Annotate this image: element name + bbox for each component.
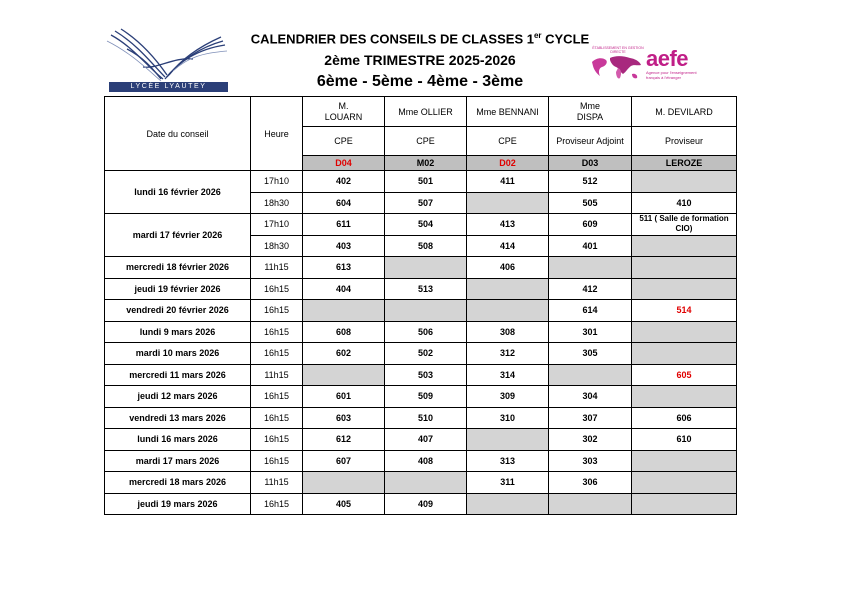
class-cell: 507	[385, 192, 467, 214]
class-cell: 414	[467, 235, 549, 257]
table-row	[105, 321, 737, 343]
class-cell: 603	[303, 407, 385, 429]
class-cell: 402	[303, 171, 385, 193]
class-cell: 605	[632, 364, 737, 386]
levels-title: 6ème - 5ème - 4ème - 3ème	[316, 73, 524, 91]
table-row	[105, 450, 737, 472]
council-date: mercredi 11 mars 2026	[105, 364, 251, 386]
table-row	[105, 278, 737, 300]
class-cell: 601	[303, 386, 385, 408]
staff-room: D04	[303, 156, 385, 171]
class-cell: 307	[549, 407, 632, 429]
staff-room: LEROZE	[632, 156, 737, 171]
empty-cell	[632, 235, 737, 257]
empty-cell	[632, 321, 737, 343]
council-date: vendredi 13 mars 2026	[105, 407, 251, 429]
class-cell: 410	[632, 192, 737, 214]
staff-role: Proviseur Adjoint	[549, 127, 632, 156]
staff-name: M. LOUARN	[303, 97, 385, 127]
table-row	[105, 429, 737, 451]
class-cell: 504	[385, 214, 467, 236]
header-row-names	[105, 97, 737, 127]
aefe-tagline: Agence pour l'enseignement français à l'étranger	[646, 70, 697, 80]
council-date: jeudi 19 mars 2026	[105, 493, 251, 515]
council-date: vendredi 20 février 2026	[105, 300, 251, 322]
class-cell: 512	[549, 171, 632, 193]
council-calendar-table	[104, 96, 737, 515]
table-row	[105, 364, 737, 386]
hour-column-header: Heure	[251, 97, 303, 171]
council-hour: 11h15	[251, 472, 303, 494]
class-cell: 403	[303, 235, 385, 257]
date-column-header: Date du conseil	[105, 97, 251, 171]
council-hour: 16h15	[251, 493, 303, 515]
class-cell: 301	[549, 321, 632, 343]
class-cell: 401	[549, 235, 632, 257]
school-name: LYCÉE LYAUTEY	[109, 82, 228, 92]
calendar-rows	[105, 171, 737, 515]
aefe-logo	[590, 48, 735, 88]
class-cell: 607	[303, 450, 385, 472]
empty-cell	[303, 300, 385, 322]
council-date: mardi 10 mars 2026	[105, 343, 251, 365]
staff-room: D02	[467, 156, 549, 171]
staff-role: CPE	[303, 127, 385, 156]
council-date: jeudi 19 février 2026	[105, 278, 251, 300]
class-cell: 604	[303, 192, 385, 214]
council-hour: 16h15	[251, 407, 303, 429]
council-date: mercredi 18 mars 2026	[105, 472, 251, 494]
class-cell: 502	[385, 343, 467, 365]
council-hour: 16h15	[251, 278, 303, 300]
class-cell: 404	[303, 278, 385, 300]
empty-cell	[385, 472, 467, 494]
class-cell: 407	[385, 429, 467, 451]
empty-cell	[632, 472, 737, 494]
council-date: mercredi 18 février 2026	[105, 257, 251, 279]
council-date: mardi 17 février 2026	[105, 214, 251, 257]
class-cell: 411	[467, 171, 549, 193]
staff-name: M. DEVILARD	[632, 97, 737, 127]
staff-name: Mme BENNANI	[467, 97, 549, 127]
empty-cell	[632, 450, 737, 472]
staff-role: CPE	[385, 127, 467, 156]
council-date: lundi 16 mars 2026	[105, 429, 251, 451]
class-cell: 602	[303, 343, 385, 365]
class-cell: 613	[303, 257, 385, 279]
class-cell: 614	[549, 300, 632, 322]
council-hour: 11h15	[251, 364, 303, 386]
class-cell: 302	[549, 429, 632, 451]
council-hour: 16h15	[251, 300, 303, 322]
council-date: lundi 16 février 2026	[105, 171, 251, 214]
empty-cell	[467, 493, 549, 515]
empty-cell	[467, 278, 549, 300]
class-cell: 606	[632, 407, 737, 429]
class-cell: 314	[467, 364, 549, 386]
class-cell: 308	[467, 321, 549, 343]
class-cell: 306	[549, 472, 632, 494]
council-hour: 11h15	[251, 257, 303, 279]
class-cell: 406	[467, 257, 549, 279]
class-cell: 305	[549, 343, 632, 365]
empty-cell	[632, 171, 737, 193]
table-row	[105, 343, 737, 365]
table-row	[105, 472, 737, 494]
class-cell: 508	[385, 235, 467, 257]
class-cell: 405	[303, 493, 385, 515]
title-line-1: CALENDRIER DES CONSEILS DE CLASSES 1er CYCLE	[250, 31, 590, 47]
class-cell: 303	[549, 450, 632, 472]
class-cell: 503	[385, 364, 467, 386]
table-row	[105, 171, 737, 193]
trimester-title: 2ème TRIMESTRE 2025-2026	[324, 52, 516, 69]
class-cell: 513	[385, 278, 467, 300]
class-cell: 506	[385, 321, 467, 343]
aefe-wordmark: aefe	[646, 46, 689, 71]
council-hour: 17h10	[251, 214, 303, 236]
staff-name: Mme OLLIER	[385, 97, 467, 127]
class-cell: 309	[467, 386, 549, 408]
staff-name: Mme DISPA	[549, 97, 632, 127]
staff-room: D03	[549, 156, 632, 171]
empty-cell	[467, 192, 549, 214]
class-cell: 510	[385, 407, 467, 429]
class-cell: 313	[467, 450, 549, 472]
empty-cell	[549, 257, 632, 279]
table-row	[105, 407, 737, 429]
council-hour: 16h15	[251, 429, 303, 451]
table-row	[105, 300, 737, 322]
council-date: mardi 17 mars 2026	[105, 450, 251, 472]
table-row	[105, 214, 737, 236]
class-cell: 409	[385, 493, 467, 515]
aefe-establishment-label: ÉTABLISSEMENT EN GESTION DIRECTE	[592, 46, 644, 54]
empty-cell	[632, 493, 737, 515]
council-date: jeudi 12 mars 2026	[105, 386, 251, 408]
staff-role: CPE	[467, 127, 549, 156]
class-cell: 612	[303, 429, 385, 451]
class-cell: 408	[385, 450, 467, 472]
lycee-logo-icon	[103, 27, 228, 83]
empty-cell	[385, 257, 467, 279]
empty-cell	[549, 364, 632, 386]
empty-cell	[632, 343, 737, 365]
class-cell: 608	[303, 321, 385, 343]
class-cell: 501	[385, 171, 467, 193]
council-date: lundi 9 mars 2026	[105, 321, 251, 343]
empty-cell	[632, 386, 737, 408]
empty-cell	[303, 472, 385, 494]
table-row	[105, 386, 737, 408]
council-hour: 16h15	[251, 321, 303, 343]
class-cell: 611	[303, 214, 385, 236]
council-hour: 16h15	[251, 386, 303, 408]
class-cell: 511 ( Salle de formation CIO)	[632, 214, 737, 236]
table-row	[105, 493, 737, 515]
empty-cell	[467, 429, 549, 451]
empty-cell	[632, 257, 737, 279]
staff-room: M02	[385, 156, 467, 171]
class-cell: 312	[467, 343, 549, 365]
class-cell: 413	[467, 214, 549, 236]
empty-cell	[385, 300, 467, 322]
class-cell: 311	[467, 472, 549, 494]
page-title	[240, 28, 600, 92]
class-cell: 509	[385, 386, 467, 408]
class-cell: 610	[632, 429, 737, 451]
empty-cell	[632, 278, 737, 300]
council-hour: 16h15	[251, 343, 303, 365]
empty-cell	[549, 493, 632, 515]
class-cell: 514	[632, 300, 737, 322]
class-cell: 412	[549, 278, 632, 300]
empty-cell	[467, 300, 549, 322]
council-hour: 18h30	[251, 235, 303, 257]
class-cell: 609	[549, 214, 632, 236]
council-hour: 17h10	[251, 171, 303, 193]
empty-cell	[303, 364, 385, 386]
lycee-lyautey-logo	[103, 27, 228, 93]
staff-role: Proviseur	[632, 127, 737, 156]
world-map-icon	[590, 52, 644, 84]
table-row	[105, 257, 737, 279]
council-hour: 16h15	[251, 450, 303, 472]
council-hour: 18h30	[251, 192, 303, 214]
class-cell: 310	[467, 407, 549, 429]
class-cell: 505	[549, 192, 632, 214]
class-cell: 304	[549, 386, 632, 408]
